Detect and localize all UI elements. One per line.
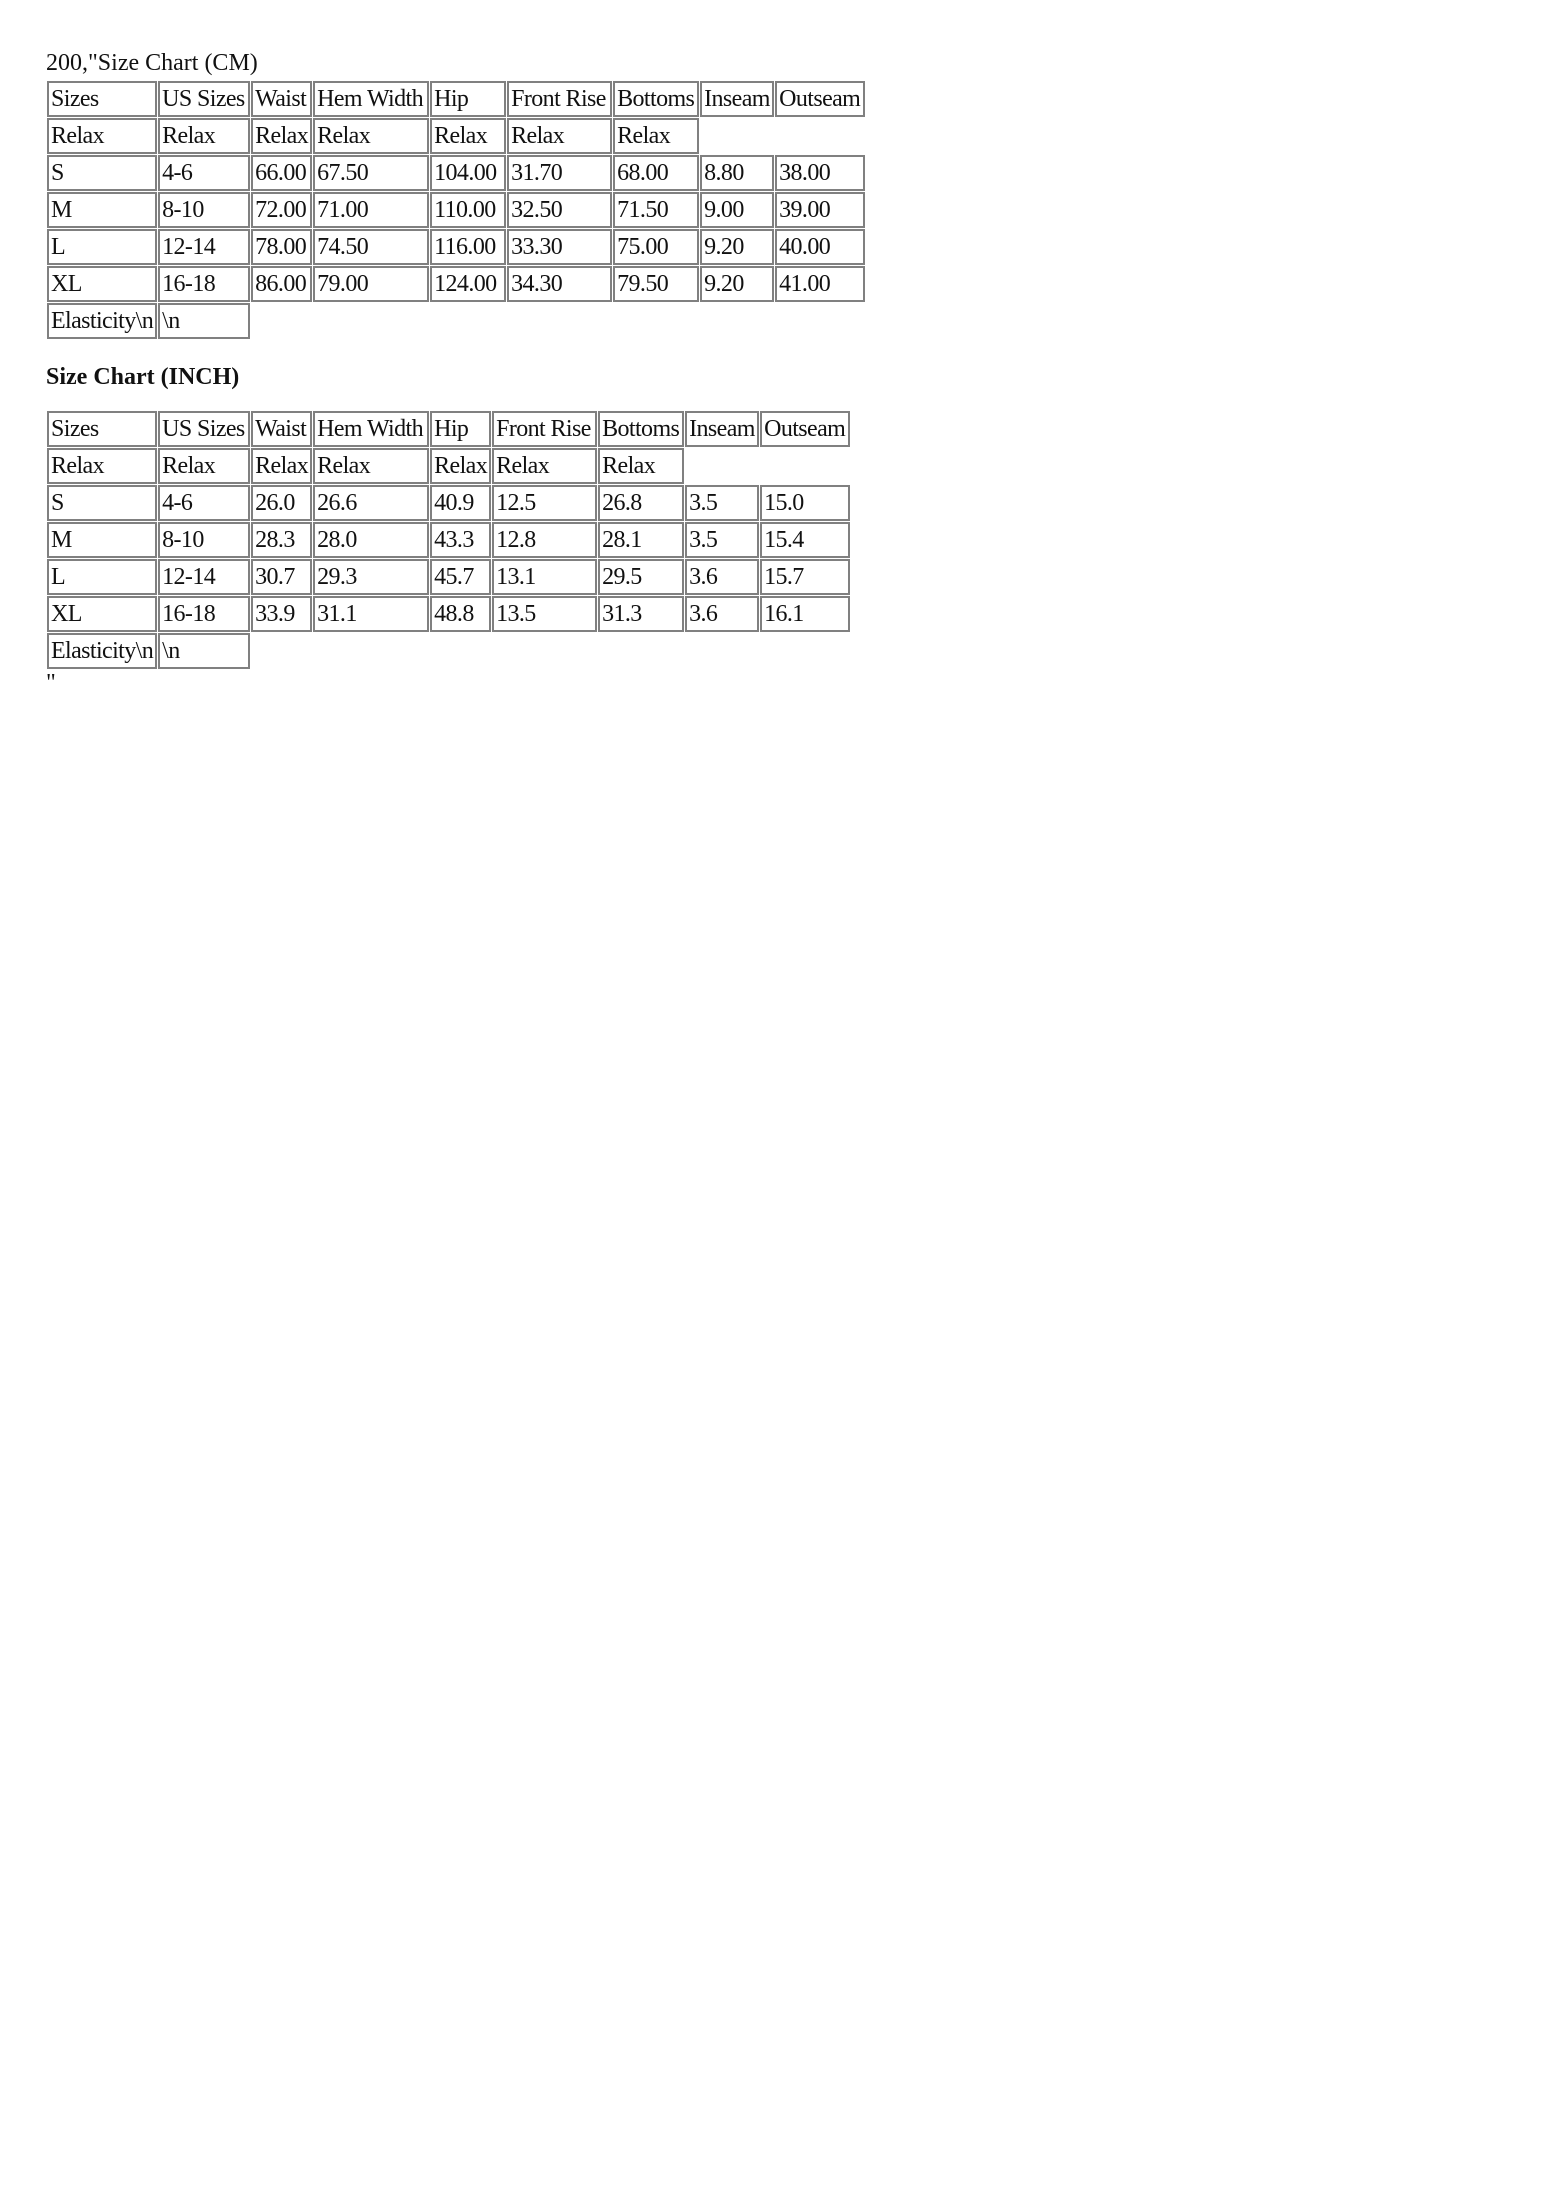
- empty-cell: [430, 633, 491, 669]
- table-cell: Elasticity\n: [47, 633, 157, 669]
- table-cell: Relax: [158, 118, 250, 154]
- table-cell: 26.8: [598, 485, 684, 521]
- empty-cell: [685, 633, 759, 669]
- table-cell: 30.7: [251, 559, 312, 595]
- table-cell: Hip: [430, 81, 506, 117]
- table-cell: Front Rise: [507, 81, 612, 117]
- empty-cell: [313, 633, 429, 669]
- table-cell: 4-6: [158, 155, 250, 191]
- table-cell: \n: [158, 303, 250, 339]
- table-cell: S: [47, 485, 157, 521]
- table-cell: 3.5: [685, 522, 759, 558]
- table-cell: 31.3: [598, 596, 684, 632]
- table-cell: 110.00: [430, 192, 506, 228]
- table-cell: Relax: [47, 448, 157, 484]
- table-cell: 3.6: [685, 596, 759, 632]
- table-cell: Front Rise: [492, 411, 597, 447]
- elasticity-row: [47, 303, 865, 339]
- table-cell: 13.1: [492, 559, 597, 595]
- table-cell: 15.4: [760, 522, 850, 558]
- table-cell: 28.0: [313, 522, 429, 558]
- size-chart-cm-table: [46, 80, 866, 340]
- table-cell: Hem Width: [313, 81, 429, 117]
- empty-cell: [685, 448, 759, 484]
- table-cell: Outseam: [760, 411, 850, 447]
- table-cell: S: [47, 155, 157, 191]
- table-cell: 72.00: [251, 192, 312, 228]
- table-cell: 43.3: [430, 522, 491, 558]
- table-cell: 71.50: [613, 192, 699, 228]
- table-cell: 38.00: [775, 155, 865, 191]
- empty-cell: [613, 303, 699, 339]
- table-cell: 12-14: [158, 229, 250, 265]
- empty-cell: [507, 303, 612, 339]
- table-cell: 8-10: [158, 192, 250, 228]
- empty-cell: [251, 633, 312, 669]
- table-cell: 9.20: [700, 266, 774, 302]
- table-cell: 9.00: [700, 192, 774, 228]
- empty-cell: [430, 303, 506, 339]
- table-cell: Sizes: [47, 411, 157, 447]
- table-cell: 31.70: [507, 155, 612, 191]
- table-header-row: [47, 81, 865, 117]
- document-page: [46, 46, 1504, 696]
- table-cell: Relax: [507, 118, 612, 154]
- relax-row: [47, 118, 865, 154]
- table-cell: 39.00: [775, 192, 865, 228]
- table-cell: 15.7: [760, 559, 850, 595]
- table-cell: Hem Width: [313, 411, 429, 447]
- table-row: [47, 522, 850, 558]
- table-cell: 28.1: [598, 522, 684, 558]
- table-cell: 67.50: [313, 155, 429, 191]
- table-cell: Elasticity\n: [47, 303, 157, 339]
- table-cell: Bottoms: [613, 81, 699, 117]
- table-cell: 40.00: [775, 229, 865, 265]
- table-cell: 29.5: [598, 559, 684, 595]
- table-cell: 124.00: [430, 266, 506, 302]
- table-cell: 8.80: [700, 155, 774, 191]
- table-cell: 79.50: [613, 266, 699, 302]
- table-cell: 40.9: [430, 485, 491, 521]
- size-chart-inch-heading: Size Chart (INCH): [46, 364, 240, 390]
- table-cell: 66.00: [251, 155, 312, 191]
- table-cell: Relax: [598, 448, 684, 484]
- table-cell: Relax: [251, 448, 312, 484]
- table-cell: Relax: [430, 118, 506, 154]
- table-cell: 26.0: [251, 485, 312, 521]
- empty-cell: [700, 303, 774, 339]
- table-cell: 116.00: [430, 229, 506, 265]
- table-cell: Inseam: [685, 411, 759, 447]
- table-cell: Outseam: [775, 81, 865, 117]
- table-cell: 31.1: [313, 596, 429, 632]
- relax-row: [47, 448, 850, 484]
- table-cell: XL: [47, 596, 157, 632]
- table-cell: 13.5: [492, 596, 597, 632]
- empty-cell: [700, 118, 774, 154]
- intro-text: 200,"Size Chart (CM): [46, 50, 258, 76]
- table-cell: Waist: [251, 411, 312, 447]
- table-cell: 28.3: [251, 522, 312, 558]
- table-cell: 3.5: [685, 485, 759, 521]
- table-cell: \n: [158, 633, 250, 669]
- table-row: [47, 485, 850, 521]
- table-cell: 68.00: [613, 155, 699, 191]
- table-row: [47, 192, 865, 228]
- table-row: [47, 229, 865, 265]
- table-cell: 32.50: [507, 192, 612, 228]
- table-cell: 71.00: [313, 192, 429, 228]
- table-cell: 15.0: [760, 485, 850, 521]
- elasticity-row: [47, 633, 850, 669]
- table-cell: 104.00: [430, 155, 506, 191]
- table-cell: Relax: [313, 448, 429, 484]
- table-cell: Waist: [251, 81, 312, 117]
- table-cell: Sizes: [47, 81, 157, 117]
- empty-cell: [760, 448, 850, 484]
- table-cell: 12.5: [492, 485, 597, 521]
- empty-cell: [251, 303, 312, 339]
- table-cell: 33.30: [507, 229, 612, 265]
- table-cell: 16-18: [158, 266, 250, 302]
- table-cell: M: [47, 522, 157, 558]
- table-cell: Relax: [430, 448, 491, 484]
- table-cell: 12.8: [492, 522, 597, 558]
- table-cell: 26.6: [313, 485, 429, 521]
- table-cell: Relax: [313, 118, 429, 154]
- table-cell: 12-14: [158, 559, 250, 595]
- table-cell: 29.3: [313, 559, 429, 595]
- table-cell: 34.30: [507, 266, 612, 302]
- table-row: [47, 266, 865, 302]
- table-cell: XL: [47, 266, 157, 302]
- table-row: [47, 596, 850, 632]
- table-cell: 16-18: [158, 596, 250, 632]
- table-cell: Relax: [251, 118, 312, 154]
- table-cell: 74.50: [313, 229, 429, 265]
- closing-quote: ": [46, 670, 56, 696]
- empty-cell: [598, 633, 684, 669]
- table-cell: 33.9: [251, 596, 312, 632]
- table-cell: 79.00: [313, 266, 429, 302]
- empty-cell: [760, 633, 850, 669]
- table-cell: 4-6: [158, 485, 250, 521]
- table-header-row: [47, 411, 850, 447]
- table-cell: US Sizes: [158, 81, 250, 117]
- table-cell: US Sizes: [158, 411, 250, 447]
- table-cell: 78.00: [251, 229, 312, 265]
- empty-cell: [492, 633, 597, 669]
- table-cell: 16.1: [760, 596, 850, 632]
- table-cell: M: [47, 192, 157, 228]
- table-row: [47, 559, 850, 595]
- table-cell: 41.00: [775, 266, 865, 302]
- table-cell: Hip: [430, 411, 491, 447]
- empty-cell: [775, 303, 865, 339]
- table-cell: 75.00: [613, 229, 699, 265]
- table-cell: Relax: [492, 448, 597, 484]
- table-cell: 48.8: [430, 596, 491, 632]
- empty-cell: [775, 118, 865, 154]
- table-cell: Relax: [47, 118, 157, 154]
- table-cell: 86.00: [251, 266, 312, 302]
- table-cell: 3.6: [685, 559, 759, 595]
- table-cell: Relax: [613, 118, 699, 154]
- empty-cell: [313, 303, 429, 339]
- table-row: [47, 155, 865, 191]
- size-chart-inch-table: [46, 410, 851, 670]
- table-cell: Inseam: [700, 81, 774, 117]
- table-cell: 9.20: [700, 229, 774, 265]
- table-cell: Relax: [158, 448, 250, 484]
- table-cell: L: [47, 229, 157, 265]
- table-cell: L: [47, 559, 157, 595]
- table-cell: 8-10: [158, 522, 250, 558]
- table-cell: Bottoms: [598, 411, 684, 447]
- table-cell: 45.7: [430, 559, 491, 595]
